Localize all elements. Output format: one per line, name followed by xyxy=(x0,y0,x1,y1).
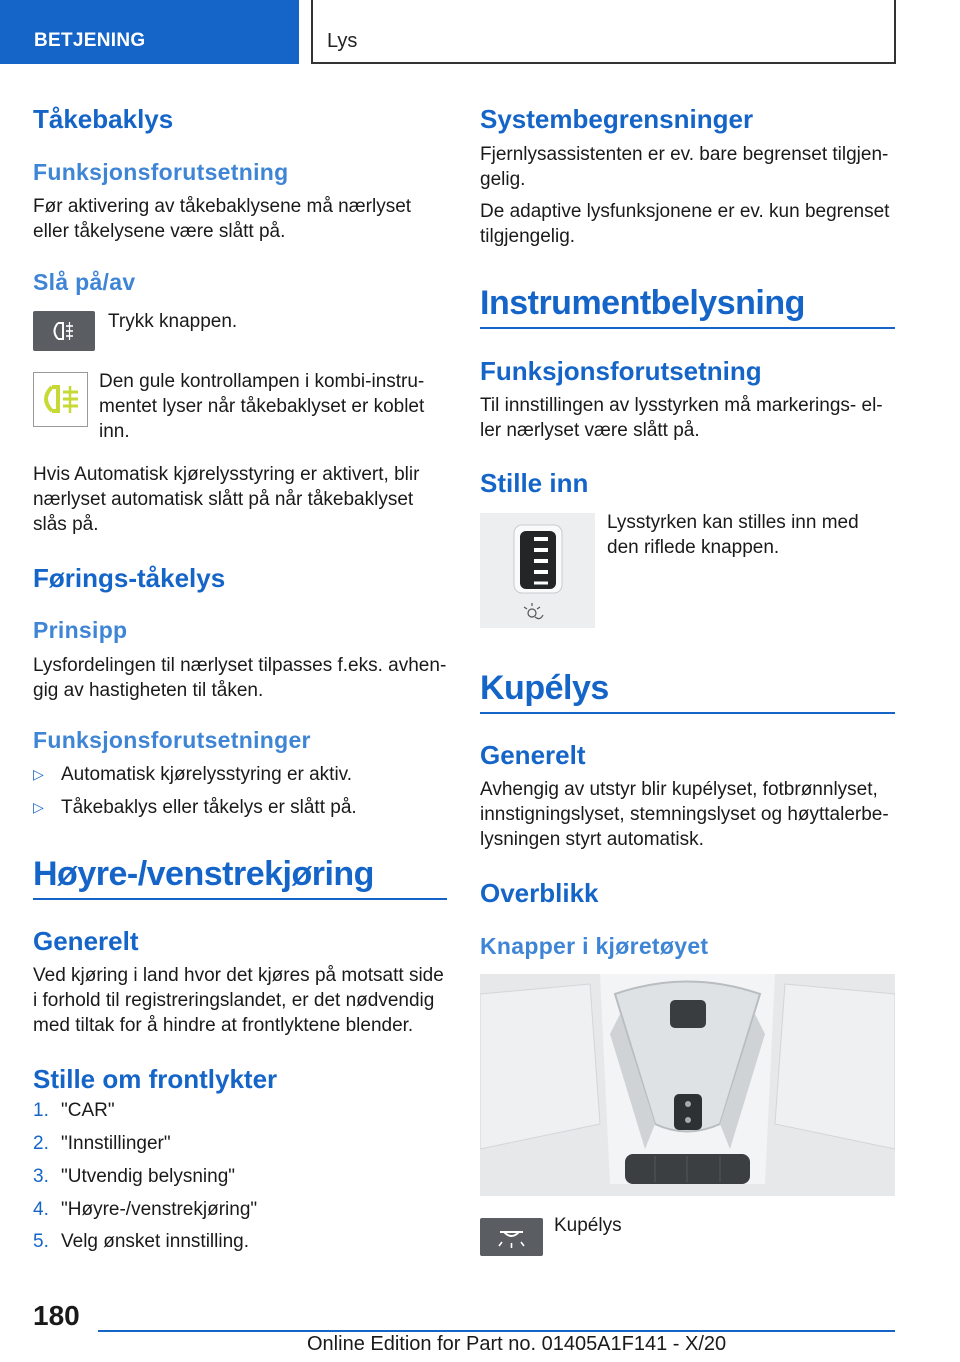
footer-edition: Online Edition for Part no. 01405A1F141 - X/20 xyxy=(307,1333,727,1355)
triangle-bullet-icon: ▷ xyxy=(33,799,44,815)
fog-indicator-text: Den gule kontrollampen i kombi-instru-mentet lyser når tåkebaklyset er koblet inn. xyxy=(99,371,425,442)
fog-pre-title: Funksjonsforutsetning xyxy=(33,159,289,185)
header-section-tab xyxy=(0,0,299,64)
roof-console-image xyxy=(480,974,895,1196)
guide-title: Førings-tåkelys xyxy=(33,563,226,593)
int-general-title: Generelt xyxy=(480,740,586,770)
dimmer-wheel-image xyxy=(480,513,595,628)
fog-light-icon xyxy=(33,311,95,351)
general-text: Ved kjøring i land hvor det kjøres på motsatt side i forhold til registreringslandet, er det nødvendig med tiltak for å hindre at frontlyktene blender. xyxy=(33,965,444,1036)
footer-divider xyxy=(98,1330,895,1332)
switch-title: Stille om frontlykter xyxy=(33,1064,278,1094)
dimmer-wheel-icon xyxy=(480,513,595,628)
page-number: 180 xyxy=(33,1300,80,1331)
principle-text: Lysfordelingen til nærlyset tilpasses f.eks. avhen-gig av hastigheten til tåken. xyxy=(33,655,447,701)
interior-light-label: Kupélys xyxy=(554,1215,622,1236)
int-general-text: Avhengig av utstyr blir kupélyset, fotbrønnlyset, innstigningslyset, stemningslyset og høyttalerbe-lysningen styrt automatisk. xyxy=(480,779,889,850)
triangle-bullet-icon: ▷ xyxy=(33,766,44,782)
fog-indicator-image xyxy=(33,372,88,427)
fog-onoff-title: Slå på/av xyxy=(33,269,136,295)
adjust-text: Lysstyrken kan stilles inn med den riflede knappen. xyxy=(607,512,859,558)
header-chapter-label: Lys xyxy=(327,30,358,52)
instr-pre-title: Funksjonsforutsetning xyxy=(480,356,762,386)
interior-light-button-image xyxy=(480,1218,543,1256)
interior-title: Kupélys xyxy=(480,669,895,714)
principle-title: Prinsipp xyxy=(33,617,128,643)
header-chapter-box xyxy=(311,0,896,64)
general-title: Generelt xyxy=(33,926,139,956)
limits-title: Systembegrensninger xyxy=(480,104,754,134)
interior-light-icon xyxy=(480,1218,543,1256)
adjust-title: Stille inn xyxy=(480,468,589,498)
header-section-label: BETJENING xyxy=(34,30,146,51)
fog-pre-text: Før aktivering av tåkebaklysene må nærlyset eller tåkelysene være slått på. xyxy=(33,196,412,242)
limits-text-2: De adaptive lysfunksjonene er ev. kun begrenset tilgjengelig. xyxy=(480,201,890,247)
fog-title: Tåkebaklys xyxy=(33,104,174,134)
limits-text-1: Fjernlysassistenten er ev. bare begrenset tilgjen-gelig. xyxy=(480,144,889,190)
fog-auto-text: Hvis Automatisk kjørelysstyring er aktivert, blir nærlyset automatisk slått på når tåkebaklyset slås på. xyxy=(33,464,420,535)
overview-title: Overblikk xyxy=(480,878,599,908)
roof-console-icon xyxy=(480,974,895,1196)
pre-title: Funksjonsforutsetninger xyxy=(33,727,311,753)
instr-title: Instrumentbelysning xyxy=(480,284,895,329)
fog-indicator-icon xyxy=(34,373,87,426)
instr-pre-text: Til innstillingen av lysstyrken må markerings- el-ler nærlyset være slått på. xyxy=(480,395,883,441)
buttons-title: Knapper i kjøretøyet xyxy=(480,933,709,959)
fog-press-text: Trykk knappen. xyxy=(108,311,238,332)
fog-light-button-image xyxy=(33,311,95,351)
lhd-title: Høyre-/venstrekjøring xyxy=(33,855,447,900)
